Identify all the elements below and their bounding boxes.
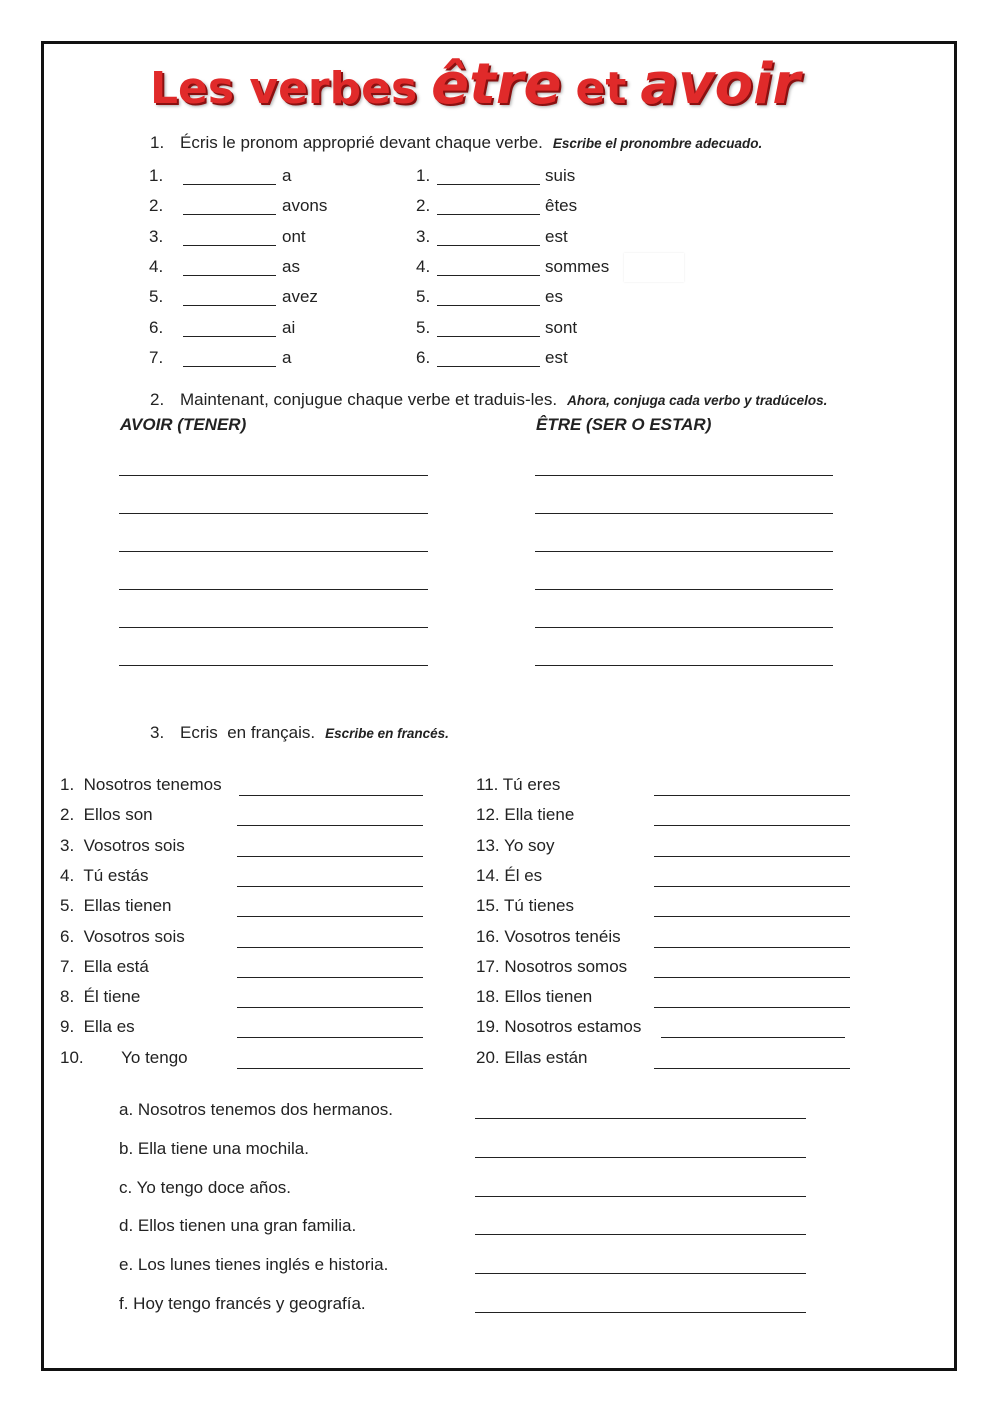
verb-form: êtes [545, 196, 578, 216]
ex3-left-item [60, 987, 430, 1011]
ex3-right-item [476, 1017, 856, 1041]
ex3-right-item [476, 896, 856, 920]
ex3-right-item [476, 1048, 856, 1072]
ex3-right-item [476, 805, 856, 829]
sentence-answer-line[interactable] [475, 1312, 806, 1313]
answer-line[interactable] [654, 856, 850, 857]
answer-line[interactable] [237, 1068, 423, 1069]
sentence-answer-line[interactable] [475, 1196, 806, 1197]
item-number: 5. [149, 287, 164, 307]
spanish-phrase: 12. Ella tiene [476, 805, 575, 825]
spanish-phrase: 3. Vosotros sois [60, 835, 185, 855]
answer-line[interactable] [237, 947, 423, 948]
ex3-left-item [60, 957, 430, 981]
pronoun-blank[interactable] [437, 166, 540, 185]
ex3-left-item [60, 866, 430, 890]
exercise-3-instruction [150, 723, 449, 743]
etre-answer-line[interactable] [535, 475, 833, 476]
spanish-phrase: 14. Él es [476, 865, 543, 885]
etre-answer-line[interactable] [535, 589, 833, 590]
exercise-3-text-es: Escribe en francés. [325, 726, 449, 741]
item-number: 3. [149, 226, 164, 246]
sentence-answer-line[interactable] [475, 1273, 806, 1274]
spanish-phrase: 17. Nosotros somos [476, 956, 628, 976]
verb-form: a [282, 166, 292, 185]
ex3-right-item [476, 836, 856, 860]
ex3-left-item [60, 775, 430, 799]
item-number: 4. [149, 256, 164, 276]
sentence-answer-line[interactable] [475, 1157, 806, 1158]
spanish-phrase: 20. Ellas están [476, 1047, 588, 1067]
spanish-phrase: 15. Tú tienes [476, 896, 574, 916]
avoir-answer-line[interactable] [119, 513, 428, 514]
answer-line[interactable] [654, 916, 850, 917]
spanish-sentence: f. Hoy tengo francés y geografía. [119, 1294, 366, 1313]
spanish-phrase: 5. Ellas tienen [60, 896, 172, 916]
answer-line[interactable] [654, 1007, 850, 1008]
item-number: 1. [416, 166, 431, 185]
verb-form: est [545, 226, 568, 246]
sentence-answer-line[interactable] [475, 1118, 806, 1119]
item-number: 4. [416, 256, 431, 276]
exercise-1-text-es: Escribe el pronombre adecuado. [552, 136, 763, 151]
title-part-1: Les verbes [150, 63, 418, 114]
answer-line[interactable] [654, 795, 850, 796]
pronoun-blank[interactable] [183, 348, 276, 367]
ex3-right-item [476, 866, 856, 890]
answer-line[interactable] [237, 1007, 423, 1008]
avoir-answer-line[interactable] [119, 665, 428, 666]
exercise-2-instruction [150, 390, 827, 410]
answer-line[interactable] [237, 1037, 423, 1038]
ex3-left-item [60, 805, 430, 829]
answer-line[interactable] [237, 977, 423, 978]
verb-form: es [545, 287, 563, 307]
spanish-phrase: 7. Ella está [60, 956, 149, 976]
worksheet-title [150, 52, 814, 122]
exercise-1-instruction [150, 133, 762, 153]
spanish-phrase: 18. Ellos tienen [476, 987, 593, 1007]
spanish-sentence: c. Yo tengo doce años. [119, 1177, 292, 1197]
answer-line[interactable] [237, 825, 423, 826]
title-part-4: avoir [640, 52, 800, 117]
ex3-right-item [476, 987, 856, 1011]
item-number: 2. [416, 196, 431, 216]
ex3-right-item [476, 927, 856, 951]
avoir-answer-line[interactable] [119, 627, 428, 628]
spanish-phrase: 11. Tú eres [476, 775, 561, 794]
ex3-left-item [60, 927, 430, 951]
verb-form: sont [545, 317, 578, 337]
etre-answer-line[interactable] [535, 627, 833, 628]
pronoun-blank[interactable] [183, 166, 276, 185]
title-part-3: et [575, 63, 627, 114]
pronoun-blank[interactable] [437, 227, 540, 246]
blank-patch [624, 253, 684, 282]
pronoun-blank[interactable] [437, 287, 540, 306]
exercise-1-text-fr: Écris le pronom approprié devant chaque verbe. [180, 133, 543, 152]
verb-form: est [545, 347, 568, 367]
pronoun-blank[interactable] [437, 196, 540, 215]
verb-form: a [282, 347, 292, 367]
answer-line[interactable] [654, 825, 850, 826]
exercise-3-number: 3. [150, 723, 165, 742]
spanish-phrase: 9. Ella es [60, 1017, 135, 1037]
answer-line[interactable] [237, 856, 423, 857]
item-number: 3. [416, 226, 431, 246]
ex3-right-item [476, 957, 856, 981]
spanish-sentence: b. Ella tiene una mochila. [119, 1138, 309, 1158]
ex3-right-item [476, 775, 856, 799]
verb-form: avons [282, 196, 328, 216]
pronoun-blank[interactable] [437, 257, 540, 276]
pronoun-blank[interactable] [183, 318, 276, 337]
ex3-left-item [60, 1017, 430, 1041]
item-number: 6. [416, 347, 431, 367]
item-number: 2. [149, 196, 164, 216]
etre-column-heading: ÊTRE (SER O ESTAR) [536, 415, 712, 434]
exercise-1-number: 1. [150, 133, 165, 152]
avoir-answer-line[interactable] [119, 589, 428, 590]
answer-line[interactable] [654, 977, 850, 978]
verb-form: suis [545, 166, 576, 185]
answer-line[interactable] [661, 1037, 845, 1038]
avoir-column-heading: AVOIR (TENER) [120, 415, 247, 434]
etre-answer-line[interactable] [535, 513, 833, 514]
answer-line[interactable] [654, 886, 850, 887]
verb-form: ai [282, 317, 296, 337]
exercise-2-text-es: Ahora, conjuga cada verbo y tradúcelos. [567, 393, 828, 408]
spanish-phrase: 6. Vosotros sois [60, 926, 185, 946]
etre-answer-line[interactable] [535, 551, 833, 552]
item-number: 7. [149, 347, 164, 367]
verb-form: ont [282, 226, 306, 246]
answer-line[interactable] [654, 1068, 850, 1069]
answer-line[interactable] [239, 795, 423, 796]
answer-line[interactable] [654, 947, 850, 948]
verb-form: sommes [545, 256, 610, 276]
spanish-phrase: 4. Tú estás [60, 865, 149, 885]
pronoun-blank[interactable] [437, 348, 540, 367]
spanish-sentence: e. Los lunes tienes inglés e historia. [119, 1255, 389, 1275]
answer-line[interactable] [237, 916, 423, 917]
spanish-phrase: 16. Vosotros tenéis [476, 926, 621, 946]
pronoun-blank[interactable] [437, 318, 540, 337]
avoir-answer-line[interactable] [119, 551, 428, 552]
sentence-answer-line[interactable] [475, 1234, 806, 1235]
verb-form: as [282, 256, 300, 276]
ex3-left-item [60, 836, 430, 860]
title-part-2: être [431, 52, 562, 117]
etre-answer-line[interactable] [535, 665, 833, 666]
exercise-2-number: 2. [150, 390, 165, 409]
pronoun-blank[interactable] [183, 257, 276, 276]
avoir-answer-line[interactable] [119, 475, 428, 476]
answer-line[interactable] [237, 886, 423, 887]
item-number: 6. [149, 317, 164, 337]
spanish-phrase: 13. Yo soy [476, 835, 555, 855]
pronoun-blank[interactable] [183, 287, 276, 306]
exercise-3-text-fr: Ecris en français. [180, 723, 316, 742]
spanish-phrase: 2. Ellos son [60, 805, 153, 825]
ex3-left-item [60, 896, 430, 920]
item-number: 5. [416, 317, 431, 337]
item-number: 1. [149, 166, 164, 185]
spanish-phrase: 8. Él tiene [60, 987, 141, 1007]
spanish-sentence: a. Nosotros tenemos dos hermanos. [119, 1100, 394, 1119]
ex3-left-item [60, 1048, 430, 1072]
verb-form: avez [282, 287, 318, 307]
pronoun-blank[interactable] [183, 196, 276, 215]
exercise-2-text-fr: Maintenant, conjugue chaque verbe et traduis-les. [180, 390, 558, 409]
spanish-phrase: 10. Yo tengo [60, 1047, 188, 1067]
spanish-phrase: 1. Nosotros tenemos [60, 775, 222, 794]
pronoun-blank[interactable] [183, 227, 276, 246]
item-number: 5. [416, 287, 431, 307]
spanish-phrase: 19. Nosotros estamos [476, 1017, 642, 1037]
spanish-sentence: d. Ellos tienen una gran familia. [119, 1216, 357, 1236]
